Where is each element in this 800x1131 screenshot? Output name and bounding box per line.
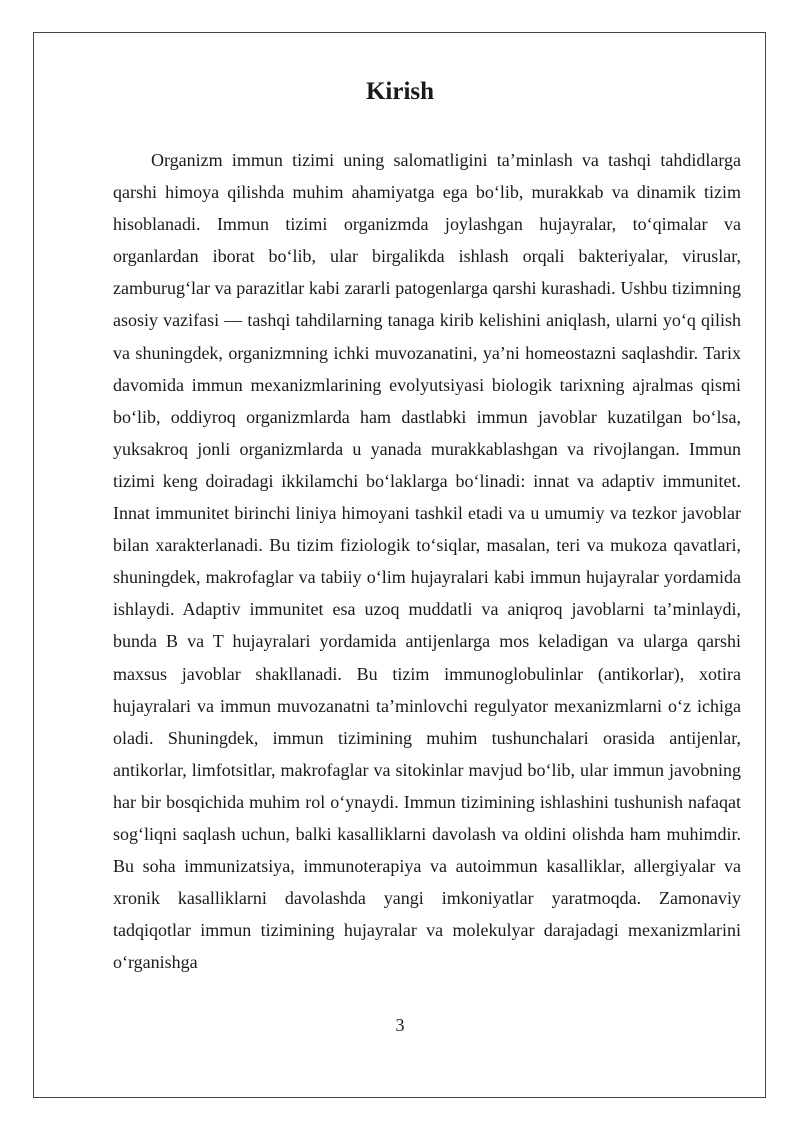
page-title: Kirish bbox=[365, 78, 435, 105]
page-number: 3 bbox=[395, 1015, 405, 1035]
body-paragraph: Organizm immun tizimi uning salomatligini ta’minlash va tashqi tahdidlarga qarshi himoya qilishda muhim ahamiyatga ega bo‘lib, murakkab va dinamik tizim hisoblanadi. Immun tizimi organizmda joylashgan hujayralar, to‘qimalar va organlardan iborat bo‘lib, ular birgalikda ishlash orqali bakteriyalar, viruslar, zamburug‘lar va parazitlar kabi zararli patogenlarga qarshi kurashadi. Ushbu tizimning asosiy vazifasi — tashqi tahdilarning tanaga kirib kelishini aniqlash, ularni yo‘q qilish va shuningdek, organizmning ichki muvozanatini, ya’ni homeostazni saqlashdir. Tarix davomida immun mexanizmlarining evolyutsiyasi biologik tarixning ajralmas qismi bo‘lib, oddiyroq organizmlarda ham dastlabki immun javoblar kuzatilgan bo‘lsa, yuksakroq jonli organizmlarda u yanada murakkablashgan va rivojlangan. Immun tizimi keng doiradagi ikkilamchi bo‘laklarga bo‘linadi: innat va adaptiv immunitet. Innat immunitet birinchi liniya himoyani tashkil etadi va u umumiy va tezkor javoblar bilan xarakterlanadi. Bu tizim fiziologik to‘siqlar, masalan, teri va mukoza qavatlari, shuningdek, makrofaglar va tabiiy o‘lim hujayralari kabi immun hujayralar yordamida ishlaydi. Adaptiv immunitet esa uzoq muddatli va aniqroq javoblarni ta’minlaydi, bunda B va T hujayralari yordamida antijenlarga mos keladigan va ularga qarshi maxsus javoblar shakllanadi. Bu tizim immunoglobulinlar (antikorlar), xotira hujayralari va immun muvozanatni ta’minlovchi regulyator mexanizmlarni o‘z ichiga oladi. Shuningdek, immun tizimining muhim tushunchalari orasida antijenlar, antikorlar, limfotsitlar, makrofaglar va sitokinlar mavjud bo‘lib, ular immun javobning har bir bosqichida muhim rol o‘ynaydi. Immun tizimining ishlashini tushunish nafaqat sog‘liqni saqlash uchun, balki kasalliklarni davolash va oldini olishda ham muhimdir. Bu soha immunizatsiya, immunoterapiya va autoimmun kasalliklar, allergiyalar va xronik kasalliklarni davolashda yangi imkoniyatlar yaratmoqda. Zamonaviy tadqiqotlar immun tizimining hujayralar va molekulyar darajadagi mexanizmlarini o‘rganishga bbox=[113, 150, 741, 973]
